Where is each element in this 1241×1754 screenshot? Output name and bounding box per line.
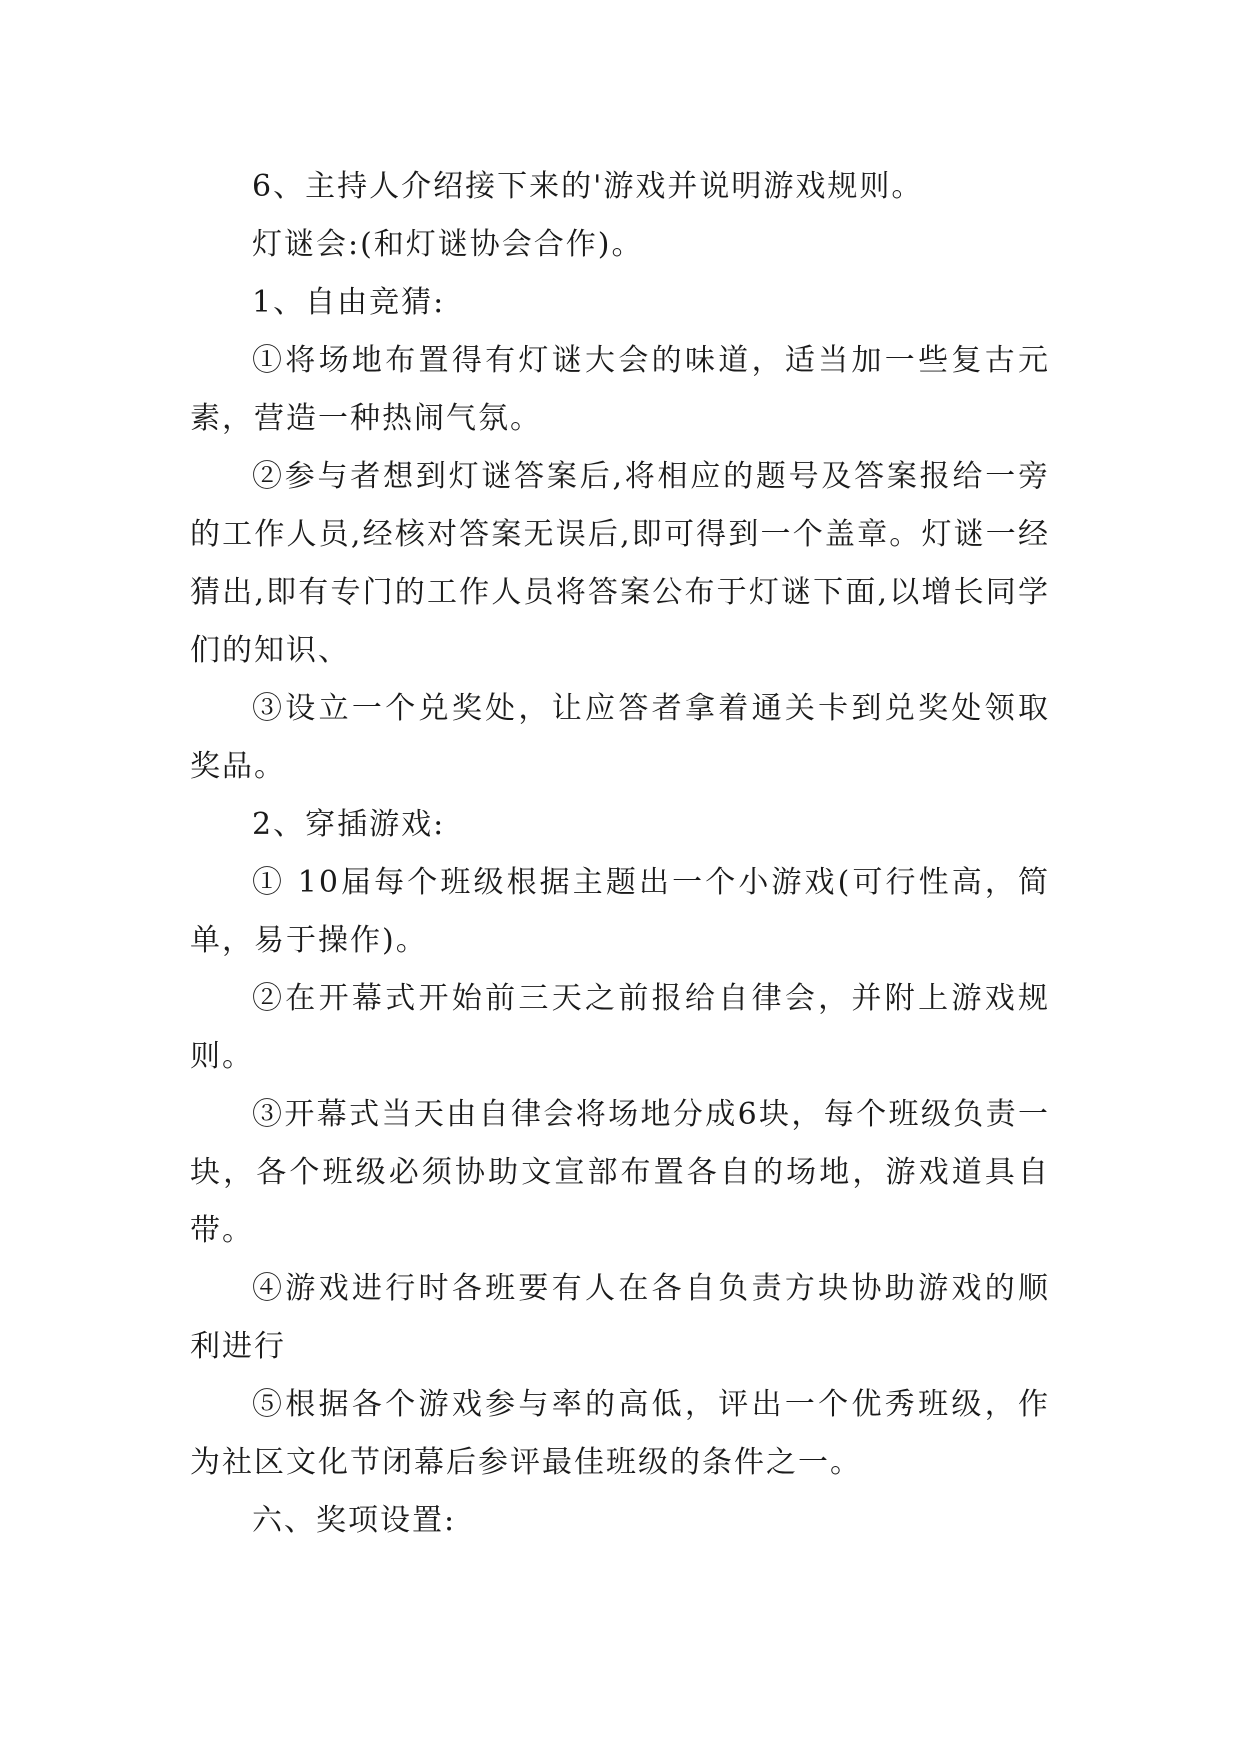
paragraph-riddle-party: 灯谜会:(和灯谜协会合作)。 (252, 227, 644, 262)
paragraph-venue-setup: ①将场地布置得有灯谜大会的味道，适当加一些复古元素，营造一种热闹气氛。 (190, 343, 1050, 436)
paragraph-game-intro: 6、主持人介绍接下来的'游戏并说明游戏规则。 (252, 169, 924, 204)
heading-free-guess: 1、自由竞猜: (252, 285, 446, 320)
heading-interlude-games: 2、穿插游戏: (252, 807, 446, 842)
paragraph-venue-split: ③开幕式当天由自律会将场地分成6块，每个班级负责一块，各个班级必须协助文宣部布置各自的场地，游戏道具自带。 (190, 1097, 1050, 1248)
paragraph-answer-process: ②参与者想到灯谜答案后,将相应的题号及答案报给一旁的工作人员,经核对答案无误后,即可得到一个盖章。灯谜一经猜出,即有专门的工作人员将答案公布于灯谜下面,以增长同学们的知识、 (190, 459, 1050, 668)
paragraph-prize-desk: ③设立一个兑奖处，让应答者拿着通关卡到兑奖处领取奖品。 (190, 691, 1050, 784)
paragraph-class-games: ① 10届每个班级根据主题出一个小游戏(可行性高，简单，易于操作)。 (190, 865, 1050, 958)
paragraph-best-class: ⑤根据各个游戏参与率的高低，评出一个优秀班级，作为社区文化节闭幕后参评最佳班级的条件之一。 (190, 1387, 1050, 1480)
heading-awards: 六、奖项设置: (252, 1503, 457, 1538)
document-body (190, 158, 1050, 1550)
paragraph-submit-rules: ②在开幕式开始前三天之前报给自律会，并附上游戏规则。 (190, 981, 1050, 1074)
paragraph-game-assist: ④游戏进行时各班要有人在各自负责方块协助游戏的顺利进行 (190, 1271, 1050, 1364)
